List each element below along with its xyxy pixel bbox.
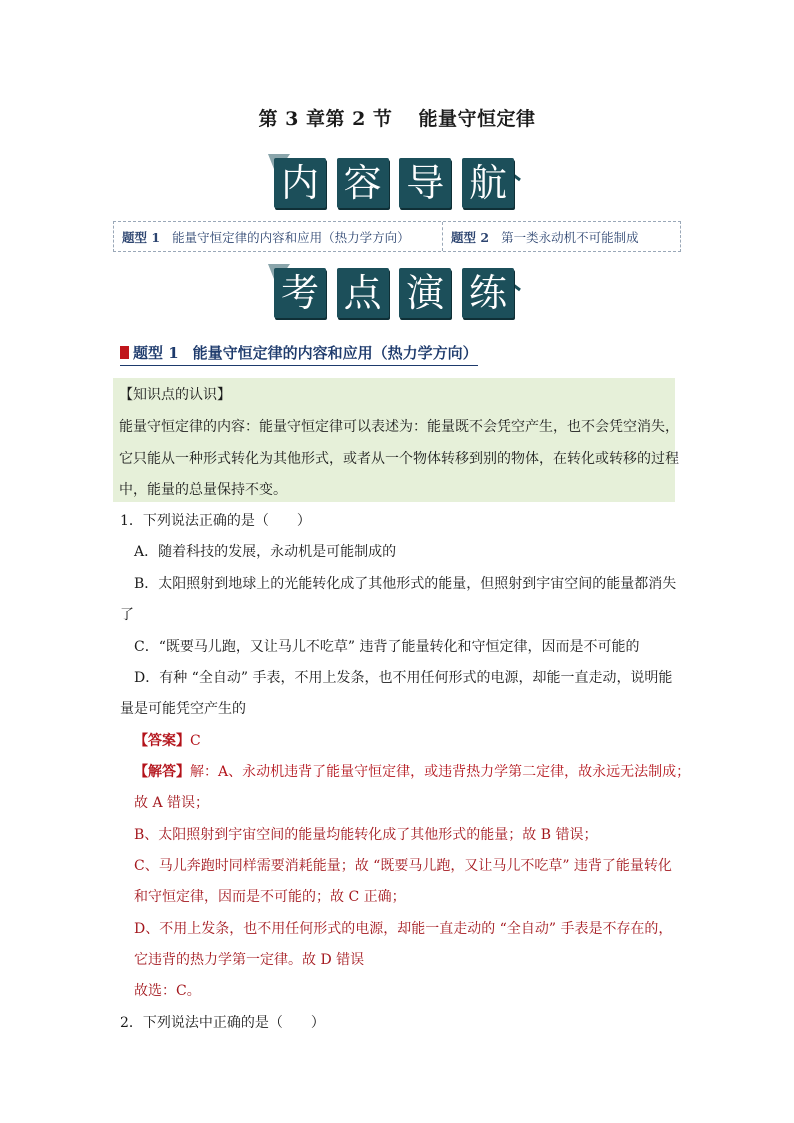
nav-item-type2[interactable]: [442, 222, 680, 251]
banner-char: 航: [462, 158, 514, 208]
conclusion-line: 故选：C。: [134, 983, 201, 999]
title-chapter: 第 3 章第 2 节: [258, 108, 393, 130]
answer-line: [134, 730, 201, 750]
banner-char: 练: [462, 268, 514, 318]
question-stem: 2．下列说法中正确的是（ ）: [120, 1015, 325, 1031]
section-number: 题型 1: [133, 343, 179, 362]
question-option: 了: [120, 607, 134, 623]
analysis-line: D、不用上发条，也不用任何形式的电源，却能一直走动的 “全自动” 手表是不存在的，: [134, 921, 673, 937]
section-heading: [120, 340, 478, 364]
knowledge-line: 它只能从一种形式转化为其他形式，或者从一个物体转移到别的物体，在转化或转移的过程: [119, 451, 679, 467]
banner-char: 考: [274, 268, 326, 318]
question-option: C．“既要马儿跑，又让马儿不吃草” 违背了能量转化和守恒定律，因而是不可能的: [134, 639, 640, 655]
question-stem: 1．下列说法正确的是（ ）: [120, 513, 311, 529]
analysis-line: B、太阳照射到宇宙空间的能量均能转化成了其他形式的能量；故 B 错误；: [134, 827, 598, 843]
analysis-line: 和守恒定律，因而是不可能的；故 C 正确；: [134, 889, 406, 905]
section-title: 能量守恒定律的内容和应用（热力学方向）: [192, 343, 478, 362]
knowledge-box: [113, 378, 679, 502]
analysis-text: 解：A、永动机违背了能量守恒定律，或违背热力学第二定律，故永远无法制成；: [190, 764, 691, 780]
analysis-tag: 【解答】: [134, 764, 190, 780]
banner-content-nav: [268, 152, 526, 214]
nav-item-number: 题型 1: [122, 229, 161, 245]
analysis-line: [134, 761, 690, 781]
nav-item-type1[interactable]: [114, 222, 442, 251]
analysis-line: 它违背的热力学第一定律。故 D 错误: [134, 952, 365, 968]
banner-char: 导: [399, 158, 451, 208]
knowledge-line: 中，能量的总量保持不变。: [119, 482, 287, 498]
title-topic: 能量守恒定律: [418, 108, 536, 130]
question-option: 量是可能凭空产生的: [120, 701, 246, 717]
nav-item-number: 题型 2: [451, 229, 490, 245]
knowledge-heading: 【知识点的认识】: [119, 387, 231, 403]
question-option: B．太阳照射到地球上的光能转化成了其他形式的能量，但照射到宇宙空间的能量都消失: [134, 576, 677, 592]
nav-item-label: 第一类永动机不可能制成: [501, 229, 639, 245]
question-option: D．有种 “全自动” 手表，不用上发条，也不用任何形式的电源，却能一直走动，说明能: [134, 670, 673, 686]
knowledge-line: 能量守恒定律的内容：能量守恒定律可以表述为：能量既不会凭空产生，也不会凭空消失，: [119, 419, 679, 435]
analysis-line: 故 A 错误；: [134, 795, 210, 811]
analysis-line: C、马儿奔跑时同样需要消耗能量；故 “既要马儿跑，又让马儿不吃草” 违背了能量转化: [134, 858, 672, 874]
answer-value: C: [190, 733, 201, 749]
banner-char: 容: [337, 158, 389, 208]
answer-tag: 【答案】: [134, 733, 190, 749]
banner-char: 内: [274, 158, 326, 208]
nav-item-label: 能量守恒定律的内容和应用（热力学方向）: [172, 229, 410, 245]
section-marker-icon: [120, 346, 129, 359]
banner-char: 演: [399, 268, 451, 318]
nav-table: [113, 221, 681, 252]
banner-char: 点: [337, 268, 389, 318]
question-option: A．随着科技的发展，永动机是可能制成的: [134, 544, 397, 560]
banner-practice: [268, 262, 526, 324]
page-title: [0, 104, 794, 131]
